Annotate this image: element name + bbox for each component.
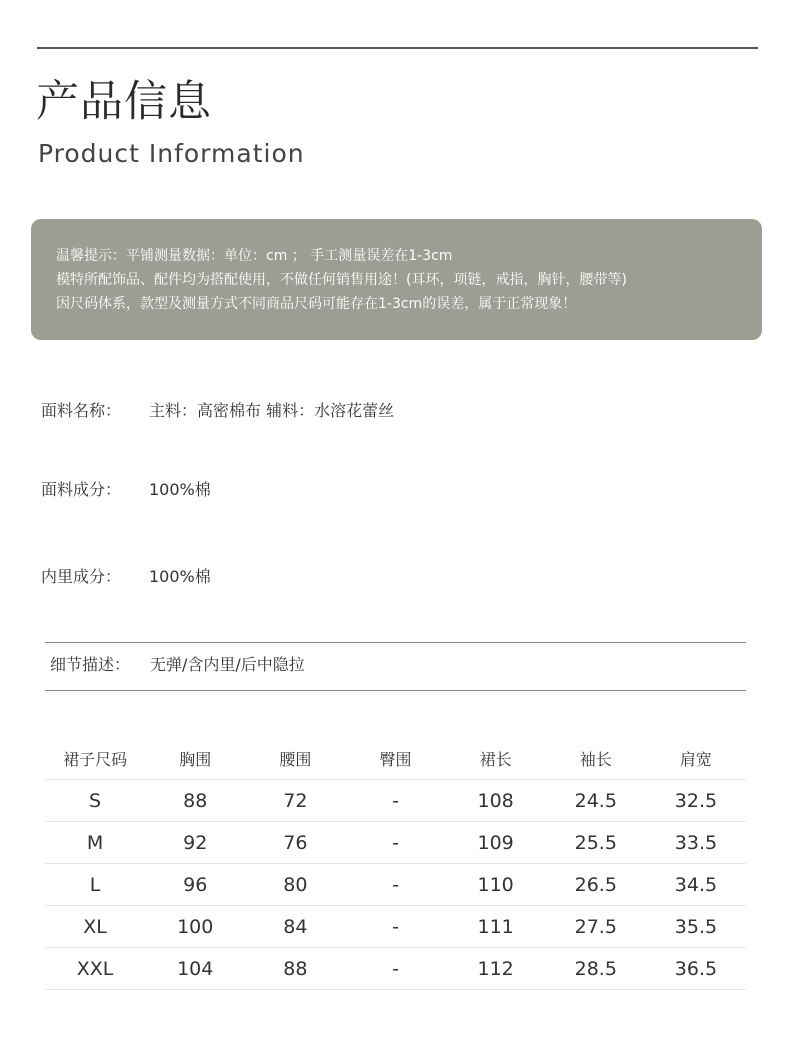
details-top-divider (45, 642, 746, 643)
fabric-name-label: 面料名称： (41, 401, 122, 420)
table-cell: 108 (446, 780, 546, 822)
page-subtitle: Product Information (38, 139, 305, 168)
table-cell: 100 (145, 906, 245, 948)
column-header: 肩宽 (646, 737, 746, 780)
page-title: 产品信息 (36, 77, 212, 127)
details-label: 细节描述： (50, 655, 131, 674)
table-row (45, 906, 746, 948)
notice-box (31, 219, 762, 340)
fabric-name-row (41, 400, 394, 422)
table-cell: 96 (145, 864, 245, 906)
lining-composition-row (41, 566, 211, 588)
table-cell: - (345, 864, 445, 906)
table-cell: L (45, 864, 145, 906)
table-cell: 109 (446, 822, 546, 864)
table-row (45, 948, 746, 990)
table-cell: 88 (145, 780, 245, 822)
table-cell: 32.5 (646, 780, 746, 822)
table-cell: 112 (446, 948, 546, 990)
table-header-row (45, 737, 746, 780)
top-divider (37, 47, 758, 49)
column-header: 胸围 (145, 737, 245, 780)
lining-composition-value: 100%棉 (149, 567, 211, 586)
table-cell: - (345, 906, 445, 948)
details-row (50, 654, 305, 676)
table-cell: XXL (45, 948, 145, 990)
table-cell: 88 (245, 948, 345, 990)
table-cell: 104 (145, 948, 245, 990)
notice-line: 温馨提示：平铺测量数据：单位：cm ； 手工测量误差在1-3cm (56, 248, 453, 264)
table-cell: S (45, 780, 145, 822)
column-header: 腰围 (245, 737, 345, 780)
details-value: 无弹/含内里/后中隐拉 (150, 655, 305, 674)
table-cell: 110 (446, 864, 546, 906)
details-bottom-divider (45, 690, 746, 691)
table-cell: 34.5 (646, 864, 746, 906)
table-cell: M (45, 822, 145, 864)
table-cell: 24.5 (546, 780, 646, 822)
fabric-name-value: 主料：高密棉布 辅料：水溶花蕾丝 (149, 401, 395, 420)
fabric-composition-row (41, 479, 211, 501)
column-header: 袖长 (546, 737, 646, 780)
table-row (45, 822, 746, 864)
table-cell: 72 (245, 780, 345, 822)
table-cell: 28.5 (546, 948, 646, 990)
table-cell: - (345, 780, 445, 822)
fabric-composition-value: 100%棉 (149, 480, 211, 499)
notice-line: 因尺码体系，款型及测量方式不同商品尺码可能存在1-3cm的误差，属于正常现象！ (56, 296, 577, 312)
table-cell: XL (45, 906, 145, 948)
table-cell: 25.5 (546, 822, 646, 864)
table-row (45, 864, 746, 906)
lining-composition-label: 内里成分： (41, 567, 122, 586)
column-header: 裙长 (446, 737, 546, 780)
table-row (45, 780, 746, 822)
table-cell: 84 (245, 906, 345, 948)
size-table (45, 737, 746, 990)
table-cell: 111 (446, 906, 546, 948)
table-cell: 33.5 (646, 822, 746, 864)
table-cell: 80 (245, 864, 345, 906)
notice-line: 模特所配饰品、配件均为搭配使用，不做任何销售用途！(耳环，项链，戒指，胸针，腰带等) (56, 272, 627, 288)
table-cell: 35.5 (646, 906, 746, 948)
table-cell: - (345, 822, 445, 864)
table-cell: 27.5 (546, 906, 646, 948)
column-header: 臀围 (345, 737, 445, 780)
table-cell: 92 (145, 822, 245, 864)
column-header: 裙子尺码 (45, 737, 145, 780)
table-cell: 76 (245, 822, 345, 864)
table-cell: 26.5 (546, 864, 646, 906)
table-cell: 36.5 (646, 948, 746, 990)
table-cell: - (345, 948, 445, 990)
fabric-composition-label: 面料成分： (41, 480, 122, 499)
